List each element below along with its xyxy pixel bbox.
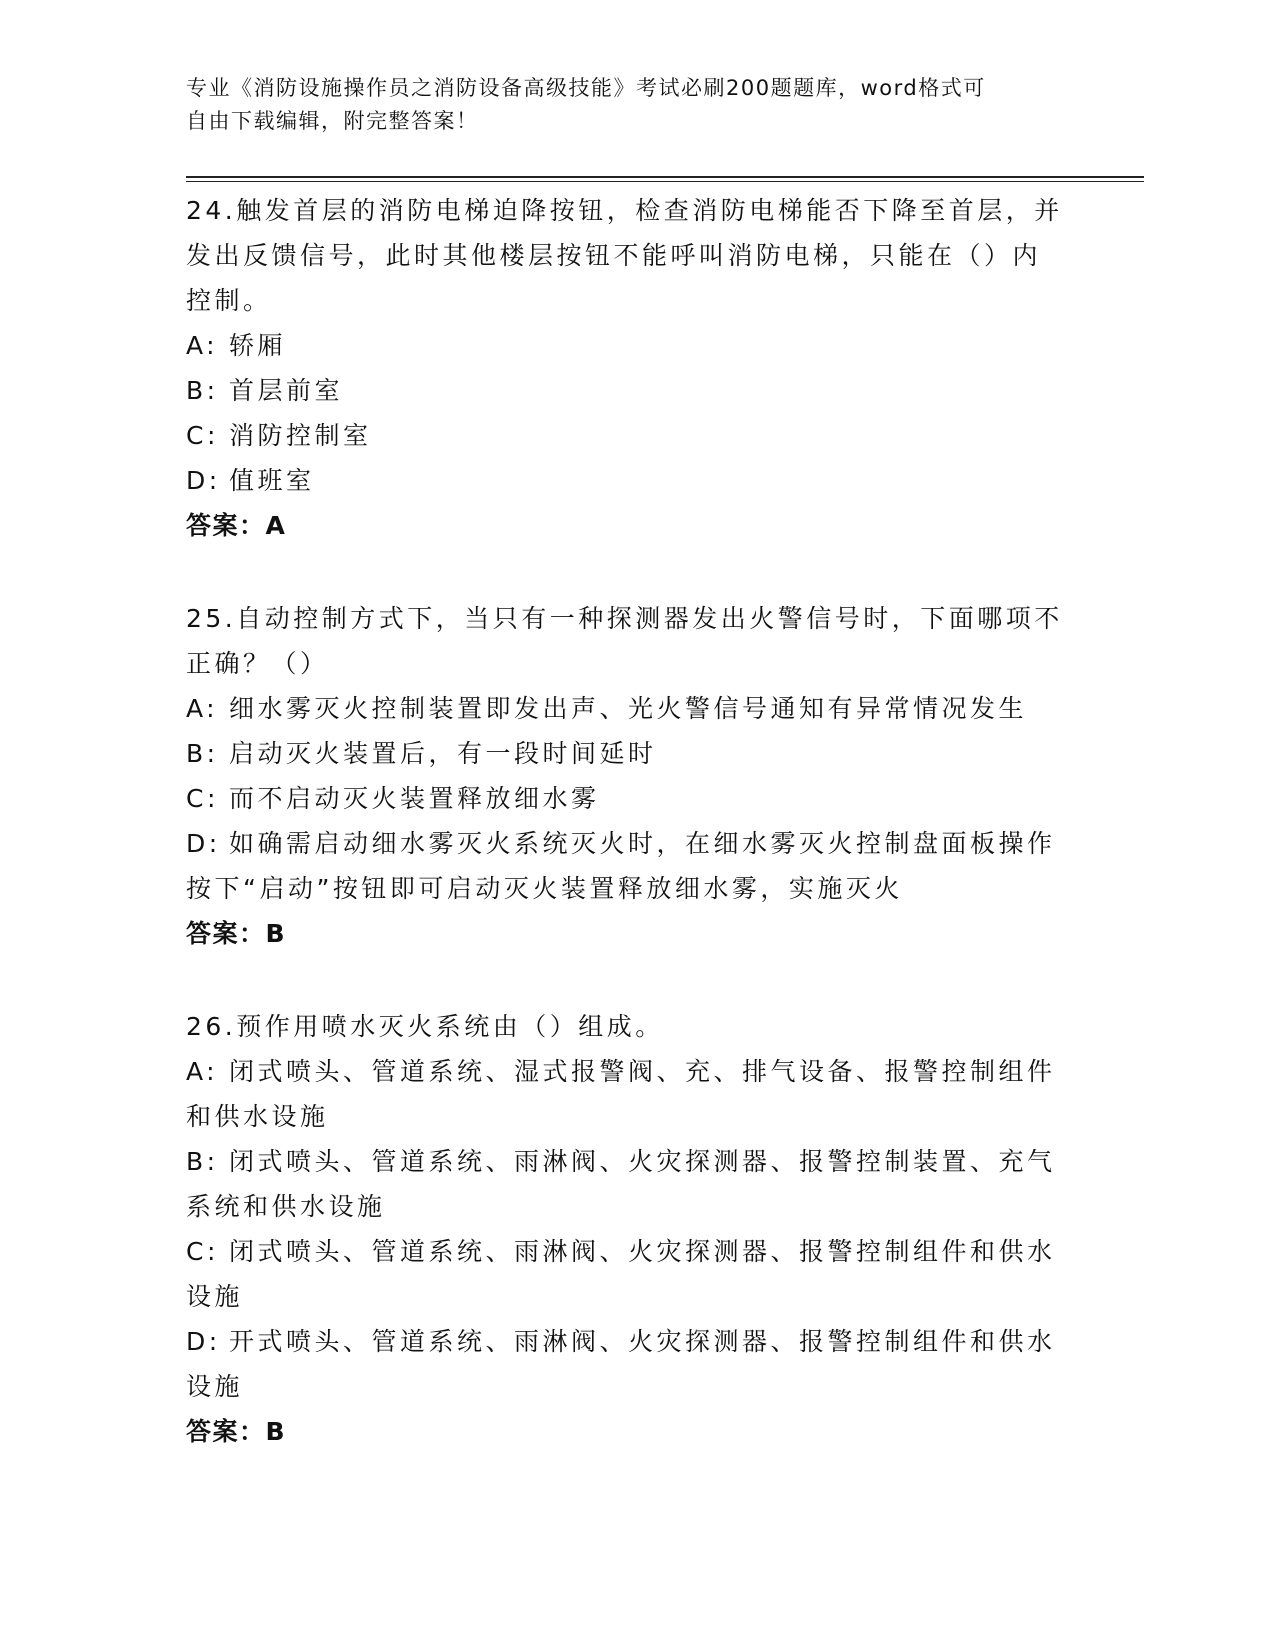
option-text: 首层前室: [229, 376, 344, 405]
option-label: B:: [186, 739, 219, 768]
header-title-line-2: 自由下载编辑，附完整答案！: [186, 109, 479, 133]
option-label: A:: [186, 1057, 219, 1086]
question-24: [186, 188, 1086, 548]
option-continuation-line: 设施: [186, 1372, 244, 1401]
option-c: [186, 1229, 1086, 1274]
header-title-line-1: 专业《消防设施操作员之消防设备高级技能》考试必刷200题题库，word格式可: [186, 76, 986, 100]
option-d: [186, 458, 1086, 503]
question-stem-line: 25.自动控制方式下，当只有一种探测器发出火警信号时，下面哪项不: [186, 604, 1063, 633]
option-c: [186, 776, 1086, 821]
option-continuation-line: 系统和供水设施: [186, 1192, 386, 1221]
option-b: [186, 731, 1086, 776]
question-stem-line: 26.预作用喷水灭火系统由（）组成。: [186, 1012, 664, 1041]
option-text: 闭式喷头、管道系统、雨淋阀、火灾探测器、报警控制装置、充气: [229, 1147, 1056, 1176]
question-stem-line: 正确？（）: [186, 649, 329, 678]
option-label: C:: [186, 784, 219, 813]
option-text: 开式喷头、管道系统、雨淋阀、火灾探测器、报警控制组件和供水: [229, 1327, 1056, 1356]
option-text: 值班室: [229, 466, 315, 495]
question-list: [186, 188, 1086, 1502]
option-text: 如确需启动细水雾灭火系统灭火时，在细水雾灭火控制盘面板操作: [229, 829, 1056, 858]
question-stem-line: 24.触发首层的消防电梯迫降按钮，检查消防电梯能否下降至首层，并: [186, 196, 1063, 225]
option-text: 而不启动灭火装置释放细水雾: [229, 784, 600, 813]
option-label: C:: [186, 1237, 219, 1266]
option-continuation-line: 按下“启动”按钮即可启动灭火装置释放细水雾，实施灭火: [186, 874, 903, 903]
option-label: A:: [186, 331, 219, 360]
option-d: [186, 821, 1086, 866]
option-c: [186, 413, 1086, 458]
option-d: [186, 1319, 1086, 1364]
option-label: C:: [186, 421, 219, 450]
question-stem-line: 发出反馈信号，此时其他楼层按钮不能呼叫消防电梯，只能在（）内: [186, 241, 1042, 270]
option-text: 细水雾灭火控制装置即发出声、光火警信号通知有异常情况发生: [229, 694, 1028, 723]
document-header: [186, 72, 1066, 138]
option-text: 闭式喷头、管道系统、湿式报警阀、充、排气设备、报警控制组件: [229, 1057, 1056, 1086]
answer-line: 答案：A: [186, 511, 287, 540]
option-text: 轿厢: [229, 331, 287, 360]
question-stem-line: 控制。: [186, 286, 272, 315]
option-continuation-line: 和供水设施: [186, 1102, 329, 1131]
option-label: B:: [186, 1147, 219, 1176]
option-a: [186, 1049, 1086, 1094]
option-a: [186, 323, 1086, 368]
question-26: [186, 1004, 1086, 1454]
option-label: D:: [186, 466, 221, 495]
answer-line: 答案：B: [186, 1417, 287, 1446]
option-continuation-line: 设施: [186, 1282, 244, 1311]
option-text: 启动灭火装置后，有一段时间延时: [229, 739, 657, 768]
header-divider-thick: [186, 176, 1144, 178]
option-label: B:: [186, 376, 219, 405]
option-b: [186, 368, 1086, 413]
option-text: 闭式喷头、管道系统、雨淋阀、火灾探测器、报警控制组件和供水: [229, 1237, 1056, 1266]
option-label: D:: [186, 829, 221, 858]
option-label: A:: [186, 694, 219, 723]
question-25: [186, 596, 1086, 956]
option-b: [186, 1139, 1086, 1184]
header-divider-thin: [186, 181, 1144, 182]
option-label: D:: [186, 1327, 221, 1356]
option-text: 消防控制室: [229, 421, 372, 450]
answer-line: 答案：B: [186, 919, 287, 948]
option-a: [186, 686, 1086, 731]
